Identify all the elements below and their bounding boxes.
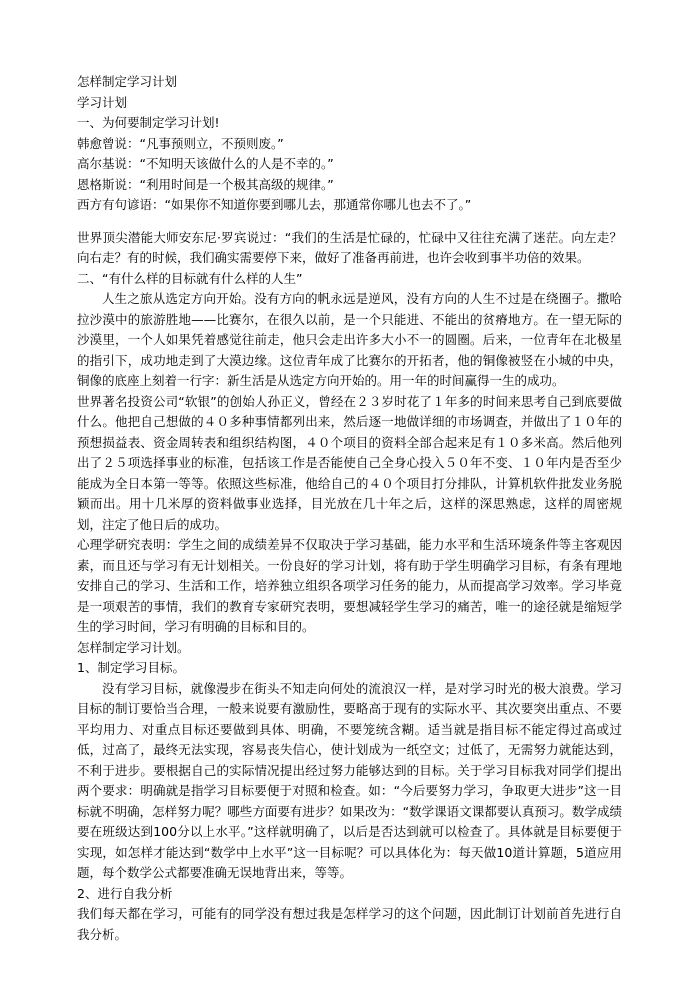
section-heading-why: 一、为何要制定学习计划!	[77, 115, 220, 130]
quote-anthony-robbins: 世界顶尖潜能大师安东尼·罗宾说过：“我们的生活是忙碌的，忙碌中又往往充满了迷茫。向左走？向右走？有的时候，我们确实需要停下来，做好了准备再前进，也许会收到事半功倍的效果。	[77, 229, 622, 265]
paragraph-psychology: 心理学研究表明：学生之间的成绩差异不仅取决于学习基础，能力水平和生活环境条件等主客观因素，而且还与学习有无计划相关。一份良好的学习计划，将有助于学生明确学习目标，有条有理地安排自己的学习、生活和工作，培养独立组织各项学习任务的能力，从而提高学习效率。学习毕竟是一项艰苦的事情，我们的教育专家研究表明，要想减轻学生学习的痛苦，唯一的途径就是缩短学生的学习时间，学习有明确的目标和目的。	[77, 537, 622, 634]
step-heading-set-goals: 1、制定学习目标。	[77, 660, 185, 675]
document-title: 怎样制定学习计划	[77, 74, 178, 89]
step-heading-self-analysis: 2、进行自我分析	[77, 885, 173, 901]
paragraph-learning-goals: 没有学习目标，就像漫步在街头不知走向何处的流浪汉一样，是对学习时光的极大浪费。学习目标的制订要恰当合理，一般来说要有激励性，要略高于现有的实际水平、其次要突出重点、不要平均用力、对重点目标还要做到具体、明确，不要笼统含糊。适当就是指目标不能定得过高或过低，过高了，最终无法实现，容易丧失信心，使计划成为一纸空文；过低了，无需努力就能达到，不利于进步。要根据自己的实际情况提出经过努力能够达到的目标。关于学习目标我对同学们提出两个要求：明确就是指学习目标要便于对照和检查。如：“今后要努力学习，争取更大进步”这一目标就不明确，怎样努力呢？哪些方面要有进步？如果改为：“数学课语文课都要认真预习。数学成绩要在班级达到100分以上水平。”这样就明确了，以后是否达到就可以检查了。具体就是目标要便于实现，如怎样才能达到“数学中上水平”这一目标呢？可以具体化为：每天做10道计算题，5道应用题，每个数学公式都要准确无误地背出来，等等。	[77, 680, 622, 880]
quote-engels: 恩格斯说：“利用时间是一个极其高级的规律。”	[77, 176, 334, 192]
section-heading-goal-life: 二、“有什么样的目标就有什么样的人生”	[77, 270, 303, 286]
document-page	[77, 72, 622, 945]
quote-gorky: 高尔基说：“不知明天该做什么的人是不幸的。”	[77, 156, 334, 171]
quote-han-yu: 韩愈曾说：“凡事预则立，不预则废。”	[77, 135, 284, 151]
paragraph-self-analysis: 我们每天都在学习，可能有的同学没有想过我是怎样学习的这个问题，因此制订计划前首先进行自我分析。	[77, 906, 622, 942]
document-subtitle: 学习计划	[77, 94, 128, 110]
quote-western-proverb: 西方有句谚语：“如果你不知道你要到哪儿去，那通常你哪儿也去不了。”	[77, 197, 472, 212]
paragraph-desert-story: 人生之旅从选定方向开始。没有方向的帆永远是逆风，没有方向的人生不过是在绕圈子。撒哈拉沙漠中的旅游胜地——比赛尔，在很久以前，是一个只能进、不能出的贫瘠地方。在一望无际的沙漠里，一个人如果凭着感觉往前走，他只会走出许多大小不一的圆圈。后来，一位青年在北极星的指引下，成功地走到了大漠边缘。这位青年成了比赛尔的开拓者，他的铜像被竖在小城的中央，铜像的底座上刻着一行字：新生活是从选定方向开始的。用一年的时间赢得一生的成功。	[77, 291, 622, 388]
paragraph-softbank-story: 世界著名投资公司“软银”的创始人孙正义，曾经在２３岁时花了１年多的时间来思考自己到底要做什么。他把自己想做的４０多种事情都列出来，然后逐一地做详细的市场调查，并做出了１０年的预想损益表、资金周转表和组织结构图，４０个项目的资料全部合起来足有１０多米高。然后他列出了２５项选择事业的标准，包括该工作是否能使自己全身心投入５０年不变、１０年内是否至少能成为全日本第一等等。依照这些标准，他给自己的４０个项目打分排队，计算机软件批发业务脱颖而出。用十几米厚的资料做事业选择，目光放在几十年之后，这样的深思熟虑，这样的周密规划，注定了他日后的成功。	[77, 393, 622, 532]
section-heading-how: 怎样制定学习计划。	[77, 639, 190, 655]
